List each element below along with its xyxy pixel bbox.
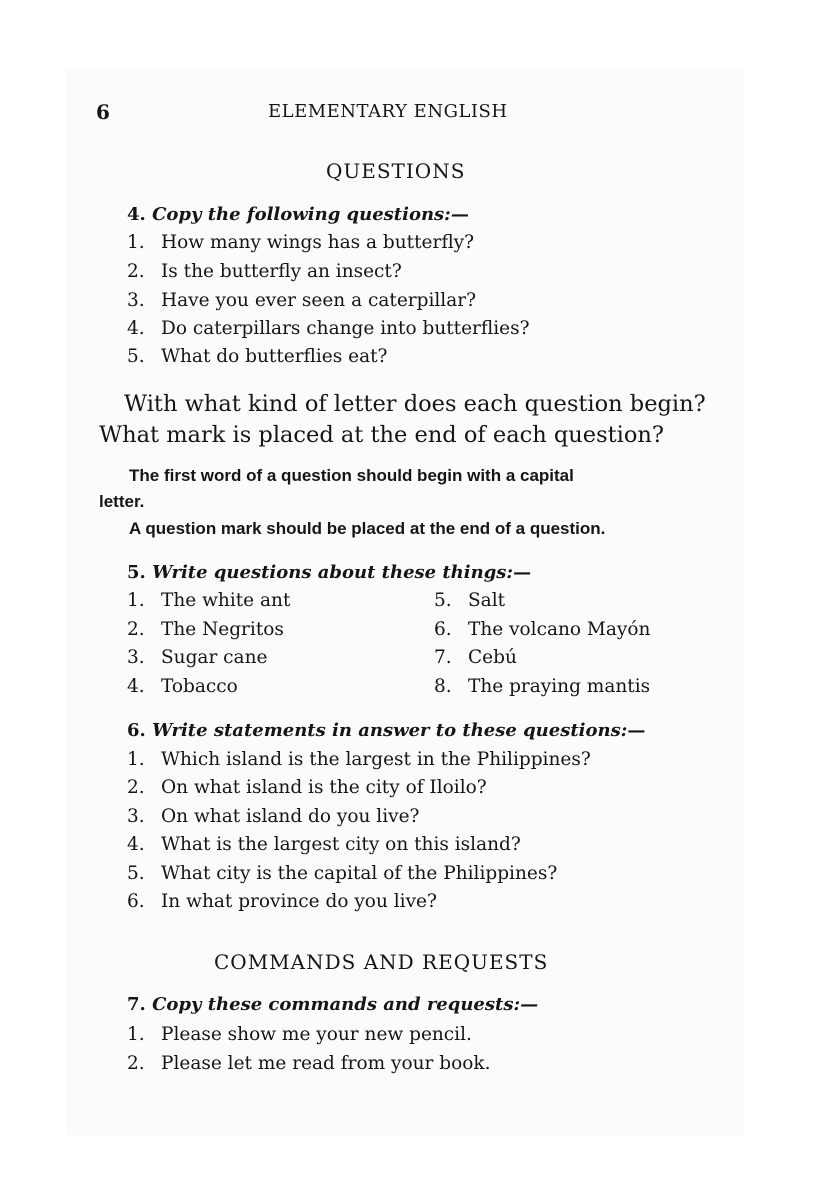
exercise-4-heading — [127, 204, 469, 225]
list-item: 8. The praying mantis — [434, 676, 651, 697]
list-item: 4. Do caterpillars change into butterflies? — [127, 318, 530, 339]
rule-1-line-1: The first word of a question should begin with a capital — [129, 466, 574, 485]
list-item: 1. The white ant — [127, 590, 291, 611]
exercise-6-heading — [127, 720, 645, 741]
exercise-number: 5. — [127, 562, 146, 583]
list-item: 5. Salt — [434, 590, 506, 611]
section-heading-questions: QUESTIONS — [326, 159, 466, 183]
rule-2: A question mark should be placed at the end of a question. — [129, 519, 606, 538]
exercise-number: 7. — [127, 994, 146, 1015]
exercise-5-heading — [127, 562, 531, 583]
list-item: 7. Cebú — [434, 647, 517, 668]
list-item: 3. On what island do you live? — [127, 806, 420, 827]
list-item: 6. The volcano Mayón — [434, 619, 651, 640]
list-item: 1. Which island is the largest in the Philippines? — [127, 749, 591, 770]
list-item: 1. How many wings has a butterfly? — [127, 232, 475, 253]
rule-1-line-2: letter. — [99, 492, 145, 511]
list-item: 2. The Negritos — [127, 619, 284, 640]
prompt-line-2: What mark is placed at the end of each question? — [99, 422, 664, 448]
exercise-number: 4. — [127, 204, 146, 225]
exercise-number: 6. — [127, 720, 146, 741]
list-item: 6. In what province do you live? — [127, 891, 437, 912]
list-item: 4. Tobacco — [127, 676, 238, 697]
exercise-title: Write statements in answer to these questions:— — [152, 720, 646, 741]
running-title: ELEMENTARY ENGLISH — [268, 101, 508, 122]
list-item: 5. What city is the capital of the Philippines? — [127, 863, 558, 884]
list-item: 3. Have you ever seen a caterpillar? — [127, 290, 476, 311]
list-item: 2. On what island is the city of Iloilo? — [127, 777, 487, 798]
list-item: 3. Sugar cane — [127, 647, 268, 668]
exercise-title: Copy these commands and requests:— — [152, 994, 539, 1015]
section-heading-commands: COMMANDS AND REQUESTS — [214, 950, 549, 974]
exercise-title: Copy the following questions:— — [152, 204, 469, 225]
list-item: 1. Please show me your new pencil. — [127, 1024, 472, 1045]
list-item: 2. Is the butterfly an insect? — [127, 261, 402, 282]
prompt-line-1: With what kind of letter does each question begin? — [124, 391, 706, 417]
list-item: 4. What is the largest city on this island? — [127, 834, 521, 855]
page-number: 6 — [96, 100, 110, 124]
list-item: 2. Please let me read from your book. — [127, 1053, 491, 1074]
list-item: 5. What do butterflies eat? — [127, 346, 388, 367]
exercise-7-heading — [127, 994, 538, 1015]
exercise-title: Write questions about these things:— — [152, 562, 532, 583]
